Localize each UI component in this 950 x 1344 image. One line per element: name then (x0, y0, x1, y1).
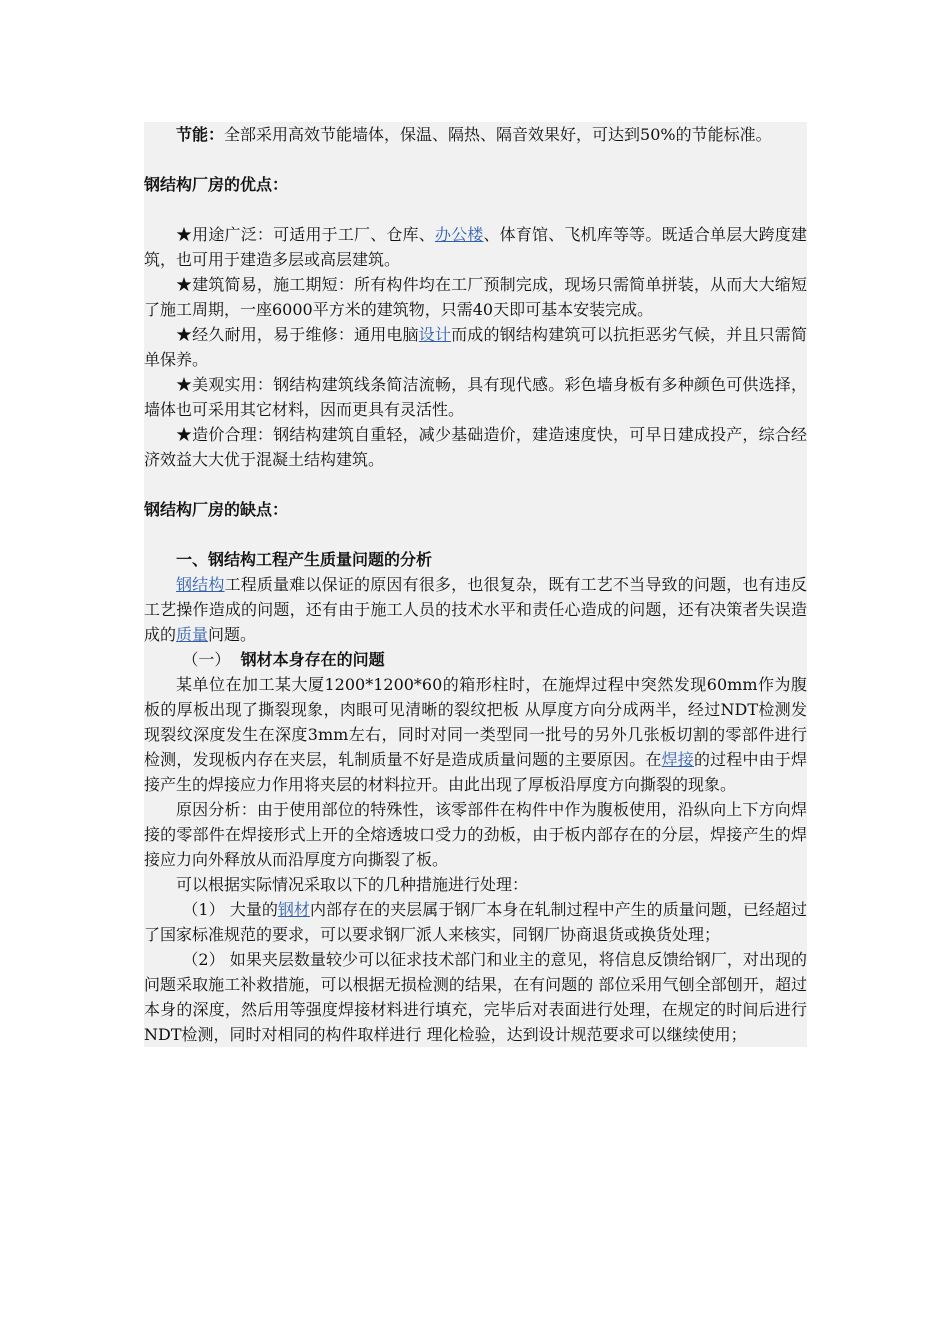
advantage-item-usage-text: ★用途广泛：可适用于工厂、仓库、 (176, 225, 435, 244)
subsection-1-heading (144, 647, 807, 672)
office-building-link[interactable]: 办公楼 (434, 225, 484, 244)
advantage-item-durable (144, 322, 807, 372)
section-1-paragraph (144, 572, 807, 647)
measure-1-text-2: 内部存在的夹层属于钢厂本身在轧制过程中产生的质量问题，已经超过了国家标准规范的要求，可以要求钢厂派人来核实，同钢厂协商退货或换货处理； (144, 900, 807, 944)
steel-structure-link[interactable]: 钢结构 (176, 575, 225, 594)
measures-intro: 可以根据实际情况采取以下的几种措施进行处理： (176, 875, 529, 894)
section-1-title: 一、钢结构工程产生质量问题的分析 (176, 550, 433, 569)
energy-text: 全部采用高效节能墙体，保温、隔热、隔音效果好，可达到50%的节能标准。 (224, 125, 772, 144)
measure-1-text: （1） 大量的 (182, 900, 278, 919)
measure-1 (144, 897, 807, 947)
spacer (144, 147, 807, 172)
measure-2: （2） 如果夹层数量较少可以征求技术部门和业主的意见，将信息反馈给钢厂，对出现的问题采取施工补救措施，可以根据无损检测的结果，在有问题的 部位采用气刨全部刨开，超过本身的深度，然后用等强度焊接材料进行填充，完毕后对表面进行处理，在规定的时间后进行NDT检测，同时对相同的构件取样进行 理化检验，达到设计规范要求可以继续使用； (144, 950, 807, 1044)
case-text: 某单位在加工某大厦1200*1200*60的箱形柱时，在施焊过程中突然发现60mm作为腹板的厚板出现了撕裂现象，肉眼可见清晰的裂纹把板 从厚度方向分成两半，经过NDT检测发现裂纹深度发生在深度3mm左右，同时对同一类型同一批号的另外几张板切割的零部件进行检测，发现板内存在夹层，轧制质量不好是造成质量问题的主要原因。在 (144, 675, 807, 769)
cause-analysis-paragraph: 原因分析：由于使用部位的特殊性，该零部件在构件中作为腹板使用，沿纵向上下方向焊接的零部件在焊接形式上开的全熔透坡口受力的劲板，由于板内部存在的分层，焊接产生的焊接应力向外释放从而沿厚度方向撕裂了板。 (144, 800, 807, 869)
spacer (144, 472, 807, 497)
case-paragraph (144, 672, 807, 797)
advantage-item-cost: ★造价合理：钢结构建筑自重轻，减少基础造价，建造速度快，可早日建成投产，综合经济效益大大优于混凝土结构建筑。 (144, 425, 807, 469)
energy-paragraph (144, 122, 807, 147)
disadvantages-heading: 钢结构厂房的缺点： (144, 500, 289, 519)
subsection-1-title: 钢材本身存在的问题 (240, 650, 385, 669)
steel-material-link[interactable]: 钢材 (277, 900, 310, 919)
quality-link[interactable]: 质量 (176, 625, 209, 644)
advantage-item-construction: ★建筑简易，施工期短：所有构件均在工厂预制完成，现场只需简单拼装，从而大大缩短了施工周期，一座6000平方米的建筑物，只需40天即可基本安装完成。 (144, 275, 807, 319)
advantage-item-durable-text-2: 而成的钢结构建筑可以抗拒恶劣气候，并且只需简单保养。 (144, 325, 807, 369)
spacer (144, 197, 807, 222)
advantage-item-usage (144, 222, 807, 272)
case-text-2: 的过程中由于焊接产生的焊接应力作用将夹层的材料拉开。由此出现了厚板沿厚度方向撕裂的现象。 (144, 750, 807, 794)
advantage-item-durable-text: ★经久耐用，易于维修：通用电脑 (176, 325, 419, 344)
advantage-item-usage-text-2: 、体育馆、飞机库等等。既适合单层大跨度建筑，也可用于建造多层或高层建筑。 (144, 225, 807, 269)
advantage-item-appearance: ★美观实用：钢结构建筑线条简洁流畅，具有现代感。彩色墙身板有多种颜色可供选择，墙体也可采用其它材料，因而更具有灵活性。 (144, 375, 807, 419)
subsection-1-number: （一） (182, 650, 231, 669)
welding-link[interactable]: 焊接 (661, 750, 694, 769)
energy-label: 节能： (176, 125, 225, 144)
section-1-text: 工程质量难以保证的原因有很多，也很复杂，既有工艺不当导致的问题，也有违反工艺操作造成的问题，还有由于施工人员的技术水平和责任心造成的问题，还有决策者失误造成的 (144, 575, 807, 644)
document-body (144, 122, 807, 1047)
spacer (144, 522, 807, 547)
section-1-text-2: 问题。 (208, 625, 257, 644)
advantages-heading: 钢结构厂房的优点： (144, 175, 289, 194)
design-link[interactable]: 设计 (418, 325, 452, 344)
